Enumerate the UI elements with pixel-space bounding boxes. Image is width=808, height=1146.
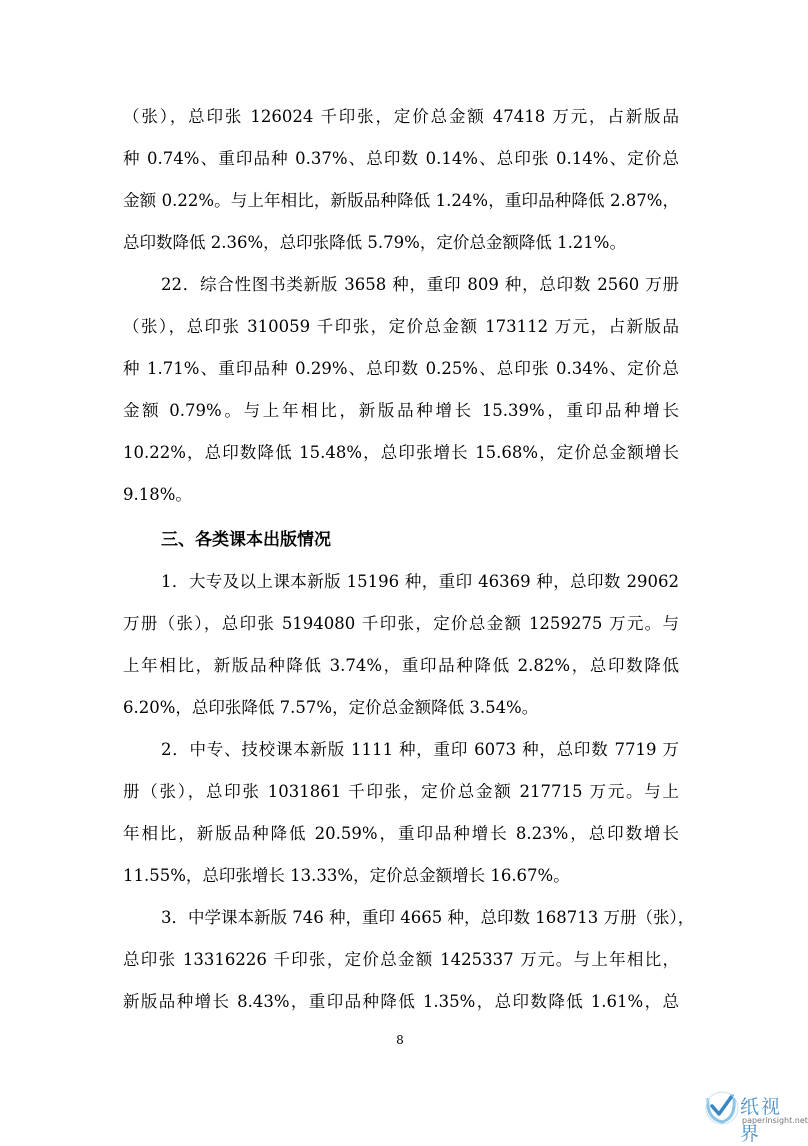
watermark-name: 纸视界 <box>740 1096 783 1145</box>
text-line: 3．中学课本新版 746 种，重印 4665 种，总印数 168713 万册（张）， <box>161 908 695 927</box>
text-line: 10.22%，总印数降低 15.48%，总印张增长 15.68%，定价总金额增长 <box>123 443 679 462</box>
text-line: （张），总印张 126024 千印张，定价总金额 47418 万元，占新版品 <box>123 107 679 126</box>
text-line: 万册（张），总印张 5194080 千印张，定价总金额 1259275 万元。与 <box>123 614 679 633</box>
text-line: 9.18%。 <box>123 485 192 504</box>
page-number: 8 <box>396 1033 404 1047</box>
text-line: 11.55%，总印张增长 13.33%，定价总金额增长 16.67%。 <box>123 866 570 885</box>
text-line: （张），总印张 310059 千印张，定价总金额 173112 万元，占新版品 <box>123 317 679 336</box>
text-line: 1．大专及以上课本新版 15196 种，重印 46369 种，总印数 29062 <box>161 572 679 591</box>
text-line: 总印数降低 2.36%，总印张降低 5.79%，定价总金额降低 1.21%。 <box>123 233 626 252</box>
paragraph-22-comprehensive-books <box>123 264 679 516</box>
text-line: 新版品种增长 8.43%，重印品种降低 1.35%，总印数降低 1.61%，总 <box>123 992 679 1011</box>
text-line: 总印张 13316226 千印张，定价总金额 1425337 万元。与上年相比， <box>123 950 679 969</box>
text-line: 种 0.74%、重印品种 0.37%、总印数 0.14%、总印张 0.14%、定价总 <box>123 149 679 168</box>
text-line: 22．综合性图书类新版 3658 种，重印 809 种，总印数 2560 万册 <box>161 275 679 294</box>
paragraph-textbook-middle-school <box>123 897 695 1023</box>
watermark <box>702 1088 808 1145</box>
text-line: 种 1.71%、重印品种 0.29%、总印数 0.25%、总印张 0.34%、定价总 <box>123 359 679 378</box>
text-line: 册（张），总印张 1031861 千印张，定价总金额 217715 万元。与上 <box>123 782 679 801</box>
paperinsight-logo-icon <box>702 1088 740 1126</box>
text-line: 金额 0.79%。与上年相比，新版品种增长 15.39%，重印品种增长 <box>123 401 679 420</box>
paragraph-21-continued <box>123 96 679 264</box>
text-line: 年相比，新版品种降低 20.59%，重印品种增长 8.23%，总印数增长 <box>123 824 679 843</box>
paragraph-textbook-college <box>123 561 679 729</box>
section-heading: 三、各类课本出版情况 <box>161 530 331 550</box>
text-line: 上年相比，新版品种降低 3.74%，重印品种降低 2.82%，总印数降低 <box>123 656 679 675</box>
text-line: 金额 0.22%。与上年相比，新版品种降低 1.24%，重印品种降低 2.87%， <box>123 191 679 210</box>
paragraph-textbook-vocational <box>123 729 679 897</box>
watermark-url: paperinsight.net <box>742 1116 808 1125</box>
text-line: 6.20%，总印张降低 7.57%，定价总金额降低 3.54%。 <box>123 698 539 717</box>
text-line: 2．中专、技校课本新版 1111 种，重印 6073 种，总印数 7719 万 <box>161 740 679 759</box>
